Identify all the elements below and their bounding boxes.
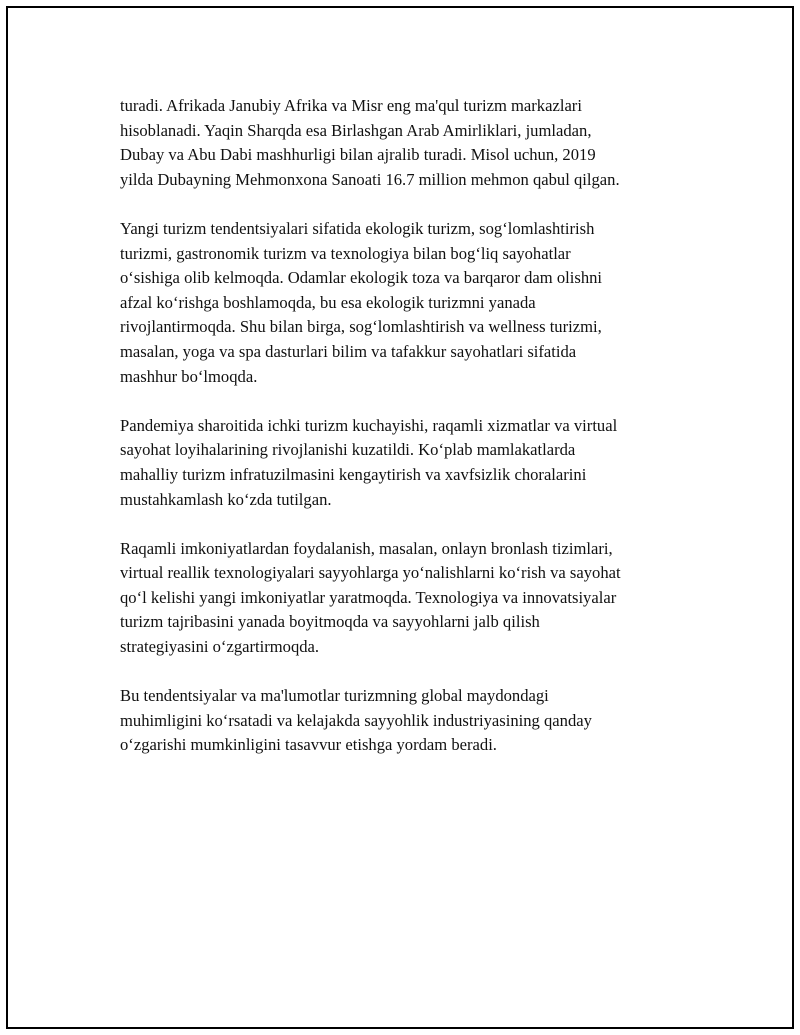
text-line: o‘zgarishi mumkinligini tasavvur etishga yordam beradi. (120, 735, 497, 755)
paragraph-1 (120, 94, 700, 192)
text-line: afzal ko‘rishga boshlamoqda, bu esa ekologik turizmni yanada (120, 292, 536, 312)
text-line: turizmi, gastronomik turizm va texnologiya bilan bog‘liq sayohatlar (120, 243, 571, 263)
document-body (120, 94, 700, 783)
text-line: virtual reallik texnologiyalari sayyohlarga yo‘nalishlarni ko‘rish va sayohat (120, 563, 621, 583)
text-line: Pandemiya sharoitida ichki turizm kuchayishi, raqamli xizmatlar va virtual (120, 415, 618, 435)
text-line: Dubay va Abu Dabi mashhurligi bilan ajralib turadi. Misol uchun, 2019 (120, 145, 596, 165)
paragraph-4 (120, 537, 700, 660)
text-line: qo‘l kelishi yangi imkoniyatlar yaratmoqda. Texnologiya va innovatsiyalar (120, 587, 617, 607)
paragraph-3 (120, 414, 700, 512)
text-line: mahalliy turizm infratuzilmasini kengaytirish va xavfsizlik choralarini (120, 464, 587, 484)
text-line: turadi. Afrikada Janubiy Afrika va Misr eng ma'qul turizm markazlari (120, 96, 582, 115)
text-line: rivojlantirmoqda. Shu bilan birga, sog‘lomlashtirish va wellness turizmi, (120, 317, 602, 337)
text-line: hisoblanadi. Yaqin Sharqda esa Birlashgan Arab Amirliklari, jumladan, (120, 120, 592, 140)
text-line: o‘sishiga olib kelmoqda. Odamlar ekologik toza va barqaror dam olishni (120, 268, 603, 288)
paragraph-2 (120, 217, 700, 389)
text-line: Raqamli imkoniyatlardan foydalanish, masalan, onlayn bronlash tizimlari, (120, 538, 613, 558)
paragraph-5 (120, 684, 700, 758)
text-line: Bu tendentsiyalar va ma'lumotlar turizmning global maydondagi (120, 686, 549, 706)
text-line: sayohat loyihalarining rivojlanishi kuzatildi. Ko‘plab mamlakatlarda (120, 440, 576, 460)
document-page (6, 6, 794, 1029)
text-line: strategiyasini o‘zgartirmoqda. (120, 637, 320, 657)
text-line: masalan, yoga va spa dasturlari bilim va tafakkur sayohatlari sifatida (120, 341, 577, 361)
text-line: Yangi turizm tendentsiyalari sifatida ekologik turizm, sog‘lomlashtirish (120, 218, 595, 238)
text-line: mashhur bo‘lmoqda. (120, 366, 258, 386)
text-line: mustahkamlash ko‘zda tutilgan. (120, 489, 332, 509)
text-line: turizm tajribasini yanada boyitmoqda va sayyohlarni jalb qilish (120, 612, 540, 632)
text-line: muhimligini ko‘rsatadi va kelajakda sayyohlik industriyasining qanday (120, 710, 592, 730)
text-line: yilda Dubayning Mehmonxona Sanoati 16.7 million mehmon qabul qilgan. (120, 169, 620, 189)
